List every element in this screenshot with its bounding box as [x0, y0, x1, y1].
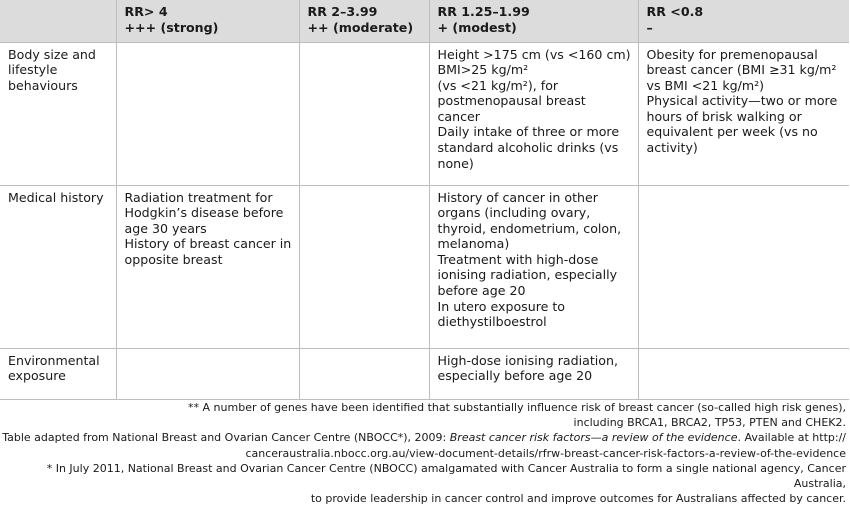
footnote-text: ** A number of genes have been identified that substantially influence risk of breast cancer (so-called high risk genes), [188, 401, 846, 414]
cell-line: Height >175 cm (vs <160 cm) [437, 46, 631, 62]
cell-line: Physical activity—two or more [646, 93, 838, 109]
footnote-source [0, 430, 846, 460]
header-row [0, 0, 849, 42]
cell-line: Daily intake of three or more [437, 124, 620, 140]
header-strength: – [646, 19, 653, 35]
cell-line: BMI>25 kg/m² [437, 62, 529, 78]
footnote-text: including BRCA1, BRCA2, TP53, PTEN and CHEK2. [573, 416, 846, 430]
cell-protective [638, 185, 849, 348]
footnote-text: Table adapted from National Breast and Ovarian Cancer Centre (NBOCC*), 2009: [2, 431, 450, 445]
cell-line: before age 20 [437, 283, 526, 299]
cell-line: opposite breast [124, 251, 223, 267]
row-label: Environmental exposure [0, 348, 116, 399]
cell-line: cancer [437, 108, 480, 124]
row-label: Medical history [0, 185, 116, 348]
cell-line: High-dose ionising radiation, [437, 352, 618, 368]
cell-line: postmenopausal breast [437, 93, 586, 109]
header-strong [116, 0, 299, 42]
table-row [0, 185, 849, 348]
table-row [0, 348, 849, 399]
cell-line: hours of brisk walking or [646, 108, 802, 124]
header-strength: ++ (moderate) [307, 19, 414, 35]
cell-line: diethystilboestrol [437, 314, 547, 330]
cell-line: Treatment with high-dose [437, 251, 599, 267]
cell-line: breast cancer (BMI ≥31 kg/m² [646, 62, 837, 78]
header-protective [638, 0, 849, 42]
cell-line: age 30 years [124, 220, 207, 236]
header-label: RR 2–3.99 [307, 4, 378, 19]
header-strength: + (modest) [437, 19, 517, 35]
cell-protective [638, 42, 849, 185]
cell-protective [638, 348, 849, 399]
header-strength: +++ (strong) [124, 19, 219, 35]
cell-line: none) [437, 155, 474, 171]
cell-line: (vs <21 kg/m²), for [437, 77, 559, 93]
cell-line: ionising radiation, especially [437, 267, 618, 283]
cell-line: standard alcoholic drinks (vs [437, 140, 619, 156]
cell-moderate [299, 348, 429, 399]
cell-line: History of breast cancer in [124, 236, 292, 252]
source-url: canceraustralia.nbocc.org.au/view-document-details/rfrw-breast-cancer-risk-factors-a-review-of-the-evidence [245, 446, 846, 460]
cell-line: especially before age 20 [437, 368, 593, 384]
footnote-text: . Available at http:// [737, 431, 846, 445]
source-title: Breast cancer risk factors—a review of the evidence [449, 431, 738, 445]
cell-line: melanoma) [437, 236, 510, 252]
cell-line: Hodgkin’s disease before [124, 205, 284, 221]
cell-moderate [299, 42, 429, 185]
footnote-genes [0, 400, 846, 430]
table-row [0, 42, 849, 185]
cell-line: vs BMI <21 kg/m²) [646, 77, 765, 93]
cell-line: thyroid, endometrium, colon, [437, 220, 622, 236]
header-label: RR> 4 [124, 4, 168, 19]
cell-line: Obesity for premenopausal [646, 46, 818, 62]
cell-modest [429, 185, 638, 348]
footnote-text: * In July 2011, National Breast and Ovarian Cancer Centre (NBOCC) amalgamated with Cancer Australia to form a single national agency, Cancer Australia, [46, 461, 846, 491]
cell-moderate [299, 185, 429, 348]
row-label: Body size and lifestyle behaviours [0, 42, 116, 185]
cell-strong [116, 42, 299, 185]
cell-strong [116, 185, 299, 348]
header-modest [429, 0, 638, 42]
table-footnotes [0, 400, 846, 506]
cell-modest [429, 42, 638, 185]
cell-strong [116, 348, 299, 399]
cell-line: equivalent per week (vs no [646, 124, 818, 140]
footnote-text: to provide leadership in cancer control and improve outcomes for Australians affected by cancer. [310, 492, 846, 506]
cell-modest [429, 348, 638, 399]
header-moderate [299, 0, 429, 42]
header-label: RR <0.8 [646, 4, 704, 19]
cell-line: Radiation treatment for [124, 189, 273, 205]
header-label: RR 1.25–1.99 [437, 4, 530, 19]
cell-line: activity) [646, 140, 698, 156]
cell-line: History of cancer in other [437, 189, 598, 205]
cell-line: organs (including ovary, [437, 205, 591, 221]
header-cell-empty [0, 0, 116, 42]
footnote-nbocc [0, 461, 846, 506]
cell-line: In utero exposure to [437, 298, 565, 314]
